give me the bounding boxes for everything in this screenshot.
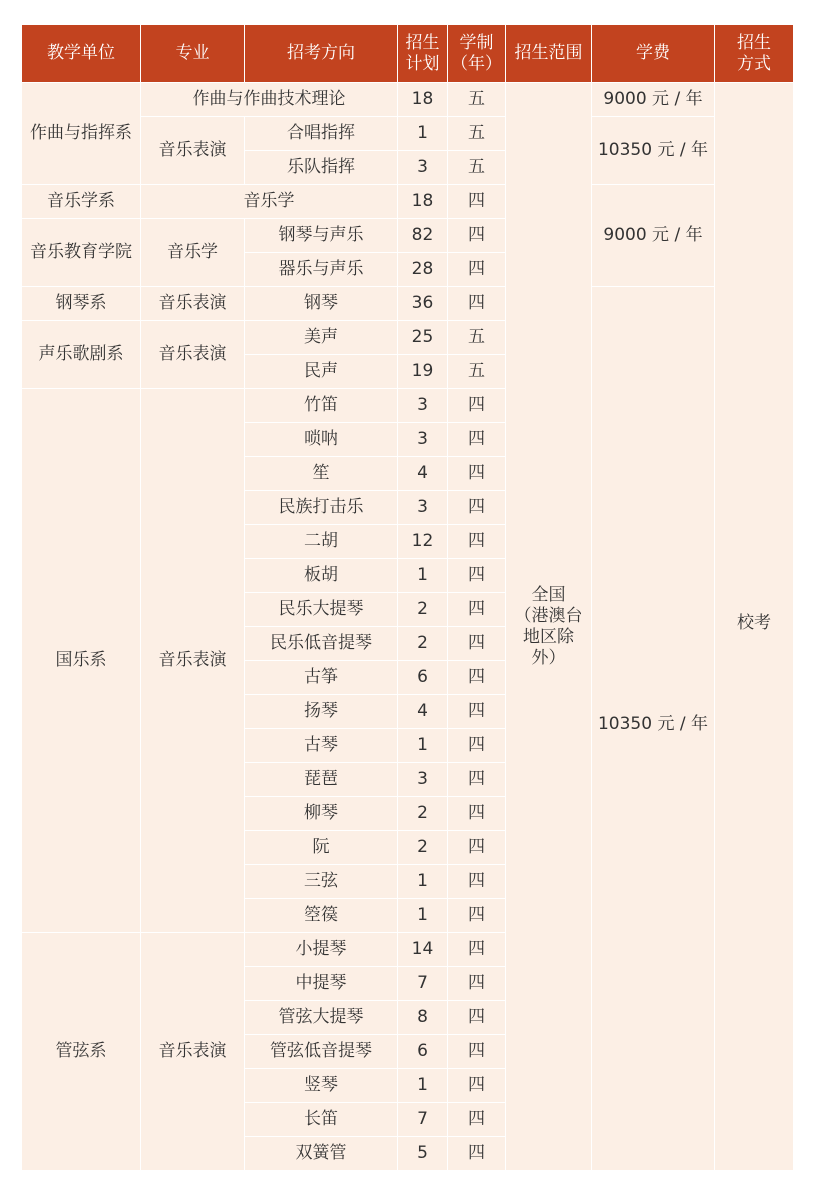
years-cell: 四 — [448, 1103, 505, 1136]
plan-cell: 28 — [398, 253, 447, 286]
years-cell: 四 — [448, 1001, 505, 1034]
header-method: 招生 方式 — [715, 25, 793, 82]
direction-cell: 竹笛 — [245, 389, 397, 422]
years-cell: 四 — [448, 559, 505, 592]
plan-cell: 3 — [398, 491, 447, 524]
years-cell: 四 — [448, 423, 505, 456]
plan-cell: 7 — [398, 1103, 447, 1136]
direction-cell: 古琴 — [245, 729, 397, 762]
years-cell: 五 — [448, 83, 505, 116]
header-years: 学制 （年） — [448, 25, 505, 82]
table-row — [22, 83, 793, 116]
direction-cell: 钢琴 — [245, 287, 397, 320]
years-cell: 四 — [448, 661, 505, 694]
direction-cell: 中提琴 — [245, 967, 397, 1000]
years-cell: 四 — [448, 253, 505, 286]
direction-cell: 合唱指挥 — [245, 117, 397, 150]
method-cell: 校考 — [715, 83, 793, 1170]
plan-cell: 4 — [398, 695, 447, 728]
plan-cell: 3 — [398, 389, 447, 422]
years-cell: 四 — [448, 287, 505, 320]
plan-cell: 3 — [398, 151, 447, 184]
plan-cell: 1 — [398, 1069, 447, 1102]
plan-cell: 25 — [398, 321, 447, 354]
years-cell: 四 — [448, 729, 505, 762]
major-cell: 音乐表演 — [141, 389, 244, 932]
fee-cell: 10350 元 / 年 — [592, 287, 714, 1170]
header-major: 专业 — [141, 25, 244, 82]
plan-cell: 4 — [398, 457, 447, 490]
years-cell: 四 — [448, 593, 505, 626]
plan-cell: 7 — [398, 967, 447, 1000]
unit-cell: 音乐学系 — [22, 185, 140, 218]
plan-cell: 82 — [398, 219, 447, 252]
major-cell: 音乐表演 — [141, 117, 244, 184]
direction-cell: 器乐与声乐 — [245, 253, 397, 286]
plan-cell: 5 — [398, 1137, 447, 1170]
unit-cell: 国乐系 — [22, 389, 140, 932]
fee-cell: 10350 元 / 年 — [592, 117, 714, 184]
major-cell: 音乐表演 — [141, 933, 244, 1170]
fee-cell: 9000 元 / 年 — [592, 83, 714, 116]
plan-cell: 12 — [398, 525, 447, 558]
plan-cell: 2 — [398, 831, 447, 864]
plan-cell: 2 — [398, 627, 447, 660]
table-row — [22, 287, 793, 320]
direction-cell: 双簧管 — [245, 1137, 397, 1170]
direction-cell: 箜篌 — [245, 899, 397, 932]
direction-cell: 笙 — [245, 457, 397, 490]
unit-cell: 音乐教育学院 — [22, 219, 140, 286]
years-cell: 四 — [448, 185, 505, 218]
header-row — [22, 25, 793, 82]
plan-cell: 3 — [398, 763, 447, 796]
header-fee: 学费 — [592, 25, 714, 82]
years-cell: 四 — [448, 831, 505, 864]
direction-cell: 小提琴 — [245, 933, 397, 966]
plan-cell: 18 — [398, 185, 447, 218]
direction-cell: 管弦低音提琴 — [245, 1035, 397, 1068]
unit-cell: 管弦系 — [22, 933, 140, 1170]
table-row — [22, 185, 793, 218]
header-unit: 教学单位 — [22, 25, 140, 82]
major-cell: 音乐表演 — [141, 287, 244, 320]
major-cell: 音乐表演 — [141, 321, 244, 388]
years-cell: 四 — [448, 933, 505, 966]
direction-cell: 钢琴与声乐 — [245, 219, 397, 252]
admission-table — [21, 24, 794, 1171]
years-cell: 四 — [448, 457, 505, 490]
years-cell: 五 — [448, 151, 505, 184]
years-cell: 四 — [448, 627, 505, 660]
header-plan: 招生 计划 — [398, 25, 447, 82]
direction-cell: 柳琴 — [245, 797, 397, 830]
years-cell: 四 — [448, 797, 505, 830]
years-cell: 四 — [448, 1069, 505, 1102]
direction-cell: 扬琴 — [245, 695, 397, 728]
direction-cell: 民乐低音提琴 — [245, 627, 397, 660]
years-cell: 四 — [448, 695, 505, 728]
plan-cell: 1 — [398, 865, 447, 898]
major-cell: 音乐学 — [141, 219, 244, 286]
header-scope: 招生范围 — [506, 25, 591, 82]
direction-cell: 长笛 — [245, 1103, 397, 1136]
direction-cell: 板胡 — [245, 559, 397, 592]
plan-cell: 1 — [398, 117, 447, 150]
plan-cell: 36 — [398, 287, 447, 320]
years-cell: 四 — [448, 1035, 505, 1068]
plan-cell: 3 — [398, 423, 447, 456]
years-cell: 五 — [448, 321, 505, 354]
direction-cell: 民声 — [245, 355, 397, 388]
years-cell: 四 — [448, 899, 505, 932]
direction-cell: 乐队指挥 — [245, 151, 397, 184]
scope-cell: 全国 （港澳台 地区除 外） — [506, 83, 591, 1170]
direction-cell: 琵琶 — [245, 763, 397, 796]
years-cell: 五 — [448, 355, 505, 388]
plan-cell: 2 — [398, 593, 447, 626]
plan-cell: 8 — [398, 1001, 447, 1034]
years-cell: 四 — [448, 219, 505, 252]
plan-cell: 14 — [398, 933, 447, 966]
years-cell: 四 — [448, 389, 505, 422]
direction-cell: 美声 — [245, 321, 397, 354]
unit-cell: 作曲与指挥系 — [22, 83, 140, 184]
plan-cell: 2 — [398, 797, 447, 830]
direction-cell: 唢呐 — [245, 423, 397, 456]
direction-cell: 民族打击乐 — [245, 491, 397, 524]
direction-cell: 音乐学 — [141, 185, 397, 218]
direction-cell: 管弦大提琴 — [245, 1001, 397, 1034]
unit-cell: 声乐歌剧系 — [22, 321, 140, 388]
direction-cell: 古筝 — [245, 661, 397, 694]
years-cell: 四 — [448, 967, 505, 1000]
years-cell: 四 — [448, 525, 505, 558]
plan-cell: 6 — [398, 1035, 447, 1068]
years-cell: 四 — [448, 865, 505, 898]
direction-cell: 竖琴 — [245, 1069, 397, 1102]
plan-cell: 1 — [398, 559, 447, 592]
years-cell: 四 — [448, 1137, 505, 1170]
years-cell: 四 — [448, 763, 505, 796]
direction-cell: 作曲与作曲技术理论 — [141, 83, 397, 116]
direction-cell: 三弦 — [245, 865, 397, 898]
years-cell: 四 — [448, 491, 505, 524]
direction-cell: 阮 — [245, 831, 397, 864]
direction-cell: 民乐大提琴 — [245, 593, 397, 626]
plan-cell: 6 — [398, 661, 447, 694]
plan-cell: 19 — [398, 355, 447, 388]
direction-cell: 二胡 — [245, 525, 397, 558]
plan-cell: 1 — [398, 729, 447, 762]
unit-cell: 钢琴系 — [22, 287, 140, 320]
fee-cell: 9000 元 / 年 — [592, 185, 714, 286]
header-direction: 招考方向 — [245, 25, 397, 82]
plan-cell: 1 — [398, 899, 447, 932]
years-cell: 五 — [448, 117, 505, 150]
plan-cell: 18 — [398, 83, 447, 116]
